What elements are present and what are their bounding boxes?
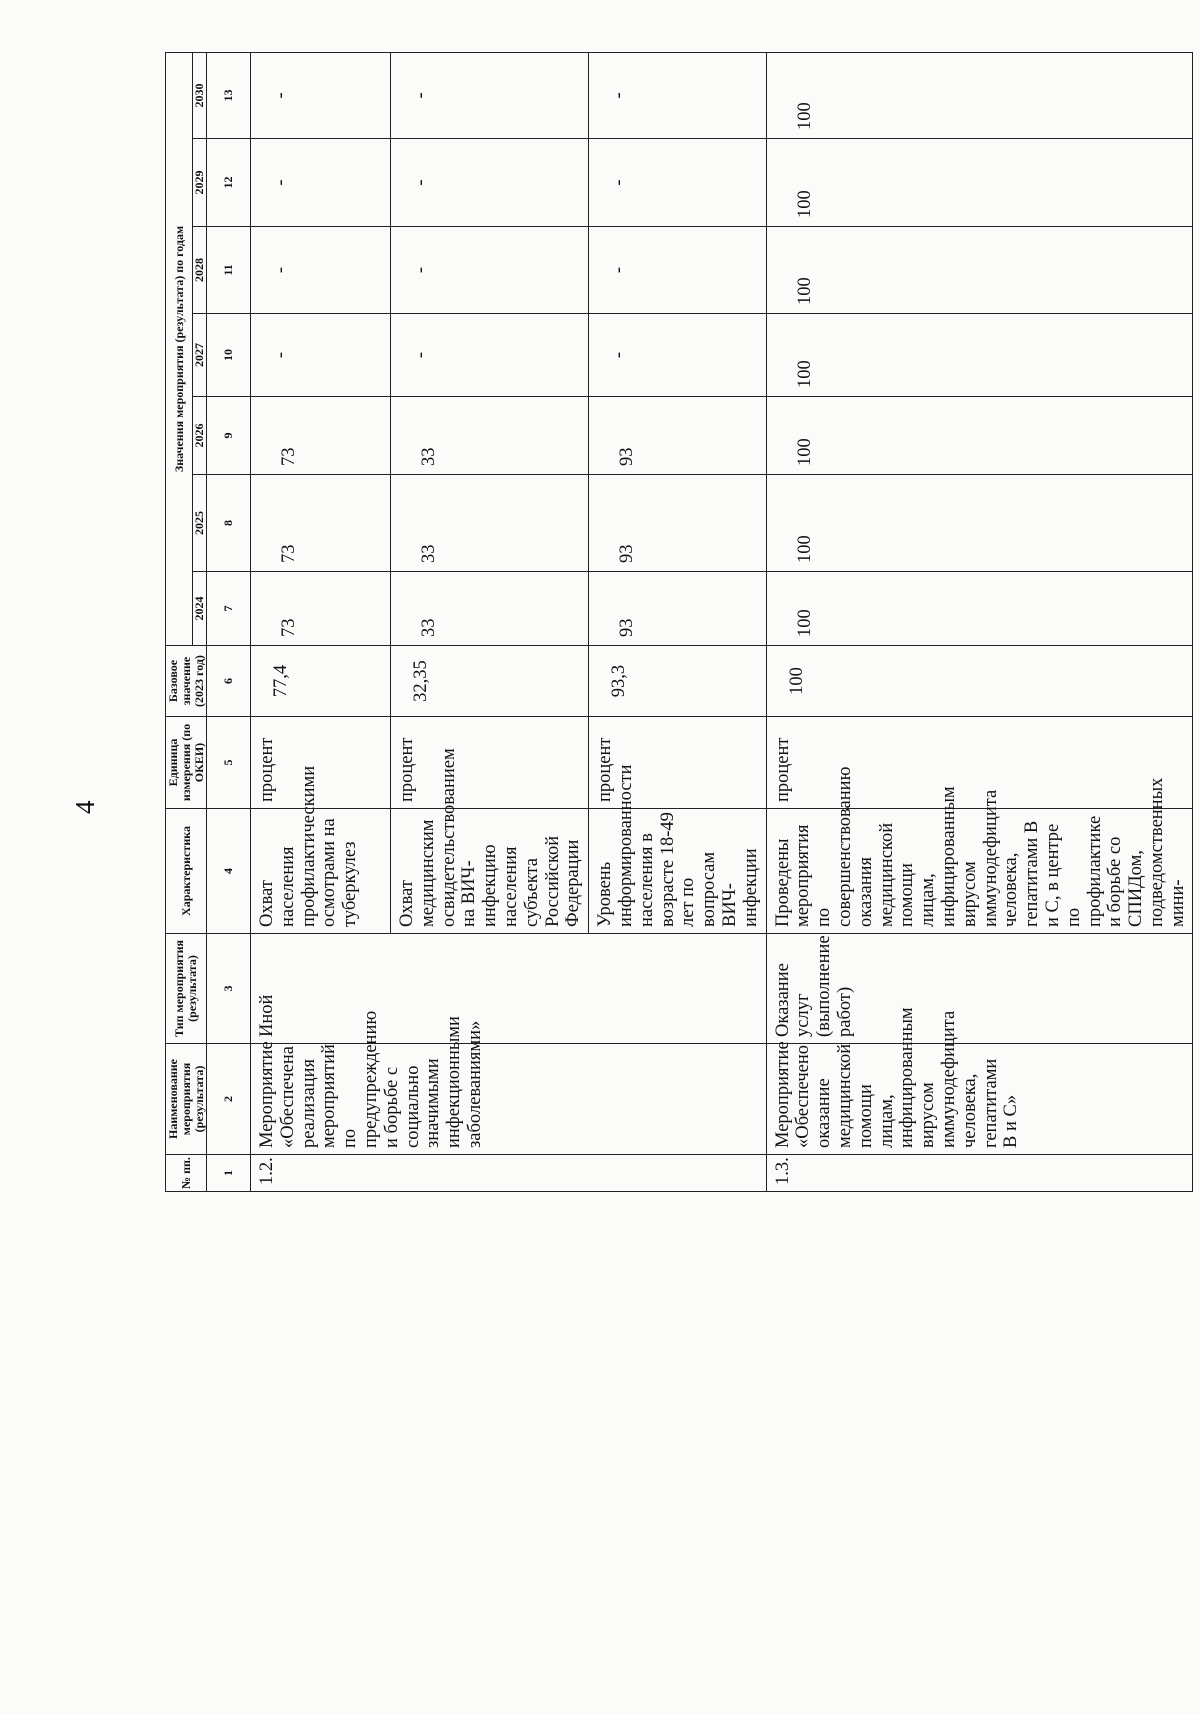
year-value: 100 bbox=[766, 397, 1193, 475]
column-number: 6 bbox=[207, 646, 251, 717]
year-value: 100 bbox=[766, 314, 1193, 397]
header-values-by-year: Значения мероприятия (результата) по годам bbox=[166, 52, 193, 645]
year-value: 73 bbox=[251, 397, 391, 475]
year-value: - bbox=[589, 139, 766, 227]
header-year: 2024 bbox=[193, 572, 207, 646]
table-row bbox=[251, 52, 391, 1191]
year-value: - bbox=[251, 314, 391, 397]
characteristic: Уровень информированности населения в возрасте 18-49 лет по вопросам ВИЧ-инфекции bbox=[589, 809, 766, 934]
base-value: 32,35 bbox=[391, 646, 589, 717]
year-value: - bbox=[589, 227, 766, 314]
header-num: № пп. bbox=[166, 1155, 207, 1192]
year-value: - bbox=[391, 314, 589, 397]
base-value: 93,3 bbox=[589, 646, 766, 717]
unit: процент bbox=[251, 717, 391, 809]
year-value: - bbox=[251, 139, 391, 227]
column-number: 2 bbox=[207, 1044, 251, 1155]
year-value: - bbox=[391, 139, 589, 227]
year-value: 73 bbox=[251, 475, 391, 572]
measure-name: Мероприятие «Обеспечено оказание медицинской помощи лицам, инфицированным вирусом иммунодефицита человека, гепатитами В и С» bbox=[766, 1044, 1193, 1155]
header-unit: Единица измерения (по ОКЕИ) bbox=[166, 717, 207, 809]
year-value: - bbox=[391, 227, 589, 314]
column-number-row bbox=[207, 52, 251, 1191]
row-number: 1.2. bbox=[251, 1155, 767, 1192]
rotated-page-content bbox=[165, 83, 1188, 1192]
header-characteristic: Характеристика bbox=[166, 809, 207, 934]
year-value: - bbox=[391, 52, 589, 138]
header-year: 2028 bbox=[193, 227, 207, 314]
base-value: 77,4 bbox=[251, 646, 391, 717]
measure-type: Иной bbox=[251, 934, 767, 1044]
header-row-top bbox=[166, 52, 193, 1191]
header-name: Наименование мероприятия (результата) bbox=[166, 1044, 207, 1155]
year-value: 33 bbox=[391, 397, 589, 475]
column-number: 4 bbox=[207, 809, 251, 934]
characteristic: Охват населения профилактическими осмотрами на туберкулез bbox=[251, 809, 391, 934]
header-year: 2030 bbox=[193, 52, 207, 138]
column-number: 10 bbox=[207, 314, 251, 397]
column-number: 7 bbox=[207, 572, 251, 646]
year-value: - bbox=[251, 52, 391, 138]
year-value: 100 bbox=[766, 475, 1193, 572]
year-value: - bbox=[589, 314, 766, 397]
characteristic: Охват медицинским освидетельствованием на ВИЧ-инфекцию населения субъекта Российской Федерации bbox=[391, 809, 589, 934]
header-year: 2025 bbox=[193, 475, 207, 572]
column-number: 12 bbox=[207, 139, 251, 227]
year-value: 33 bbox=[391, 475, 589, 572]
year-value: - bbox=[589, 52, 766, 138]
characteristic: Проведены мероприятия по совершенствованию оказания медицинской помощи лицам, инфицированным вирусом иммунодефицита человека, гепатитами В и С, в центре по профилактике и борьбе со СПИДом, подведомственных мини- bbox=[766, 809, 1193, 934]
header-year: 2026 bbox=[193, 397, 207, 475]
measure-type: Оказание услуг (выполнение работ) bbox=[766, 934, 1193, 1044]
unit: процент bbox=[391, 717, 589, 809]
year-value: 93 bbox=[589, 397, 766, 475]
year-value: 100 bbox=[766, 139, 1193, 227]
year-value: 33 bbox=[391, 572, 589, 646]
column-number: 9 bbox=[207, 397, 251, 475]
header-year: 2027 bbox=[193, 314, 207, 397]
measures-table bbox=[165, 52, 1193, 1192]
table-row bbox=[766, 52, 1193, 1191]
base-value: 100 bbox=[766, 646, 1193, 717]
column-number: 3 bbox=[207, 934, 251, 1044]
unit: процент bbox=[589, 717, 766, 809]
column-number: 1 bbox=[207, 1155, 251, 1192]
column-number: 5 bbox=[207, 717, 251, 809]
column-number: 13 bbox=[207, 52, 251, 138]
header-type: Тип мероприятия (результата) bbox=[166, 934, 207, 1044]
unit: процент bbox=[766, 717, 1193, 809]
year-value: 100 bbox=[766, 227, 1193, 314]
header-base: Базовое значение (2023 год) bbox=[166, 646, 207, 717]
row-number: 1.3. bbox=[766, 1155, 1193, 1192]
column-number: 11 bbox=[207, 227, 251, 314]
measure-name: Мероприятие «Обеспечена реализация мероприятий по предупреждению и борьбе с социально значимыми инфекционными заболеваниями» bbox=[251, 1044, 767, 1155]
page-number: 4 bbox=[70, 800, 100, 814]
year-value: - bbox=[251, 227, 391, 314]
year-value: 93 bbox=[589, 475, 766, 572]
header-year: 2029 bbox=[193, 139, 207, 227]
year-value: 100 bbox=[766, 572, 1193, 646]
column-number: 8 bbox=[207, 475, 251, 572]
year-value: 73 bbox=[251, 572, 391, 646]
year-value: 93 bbox=[589, 572, 766, 646]
year-value: 100 bbox=[766, 52, 1193, 138]
